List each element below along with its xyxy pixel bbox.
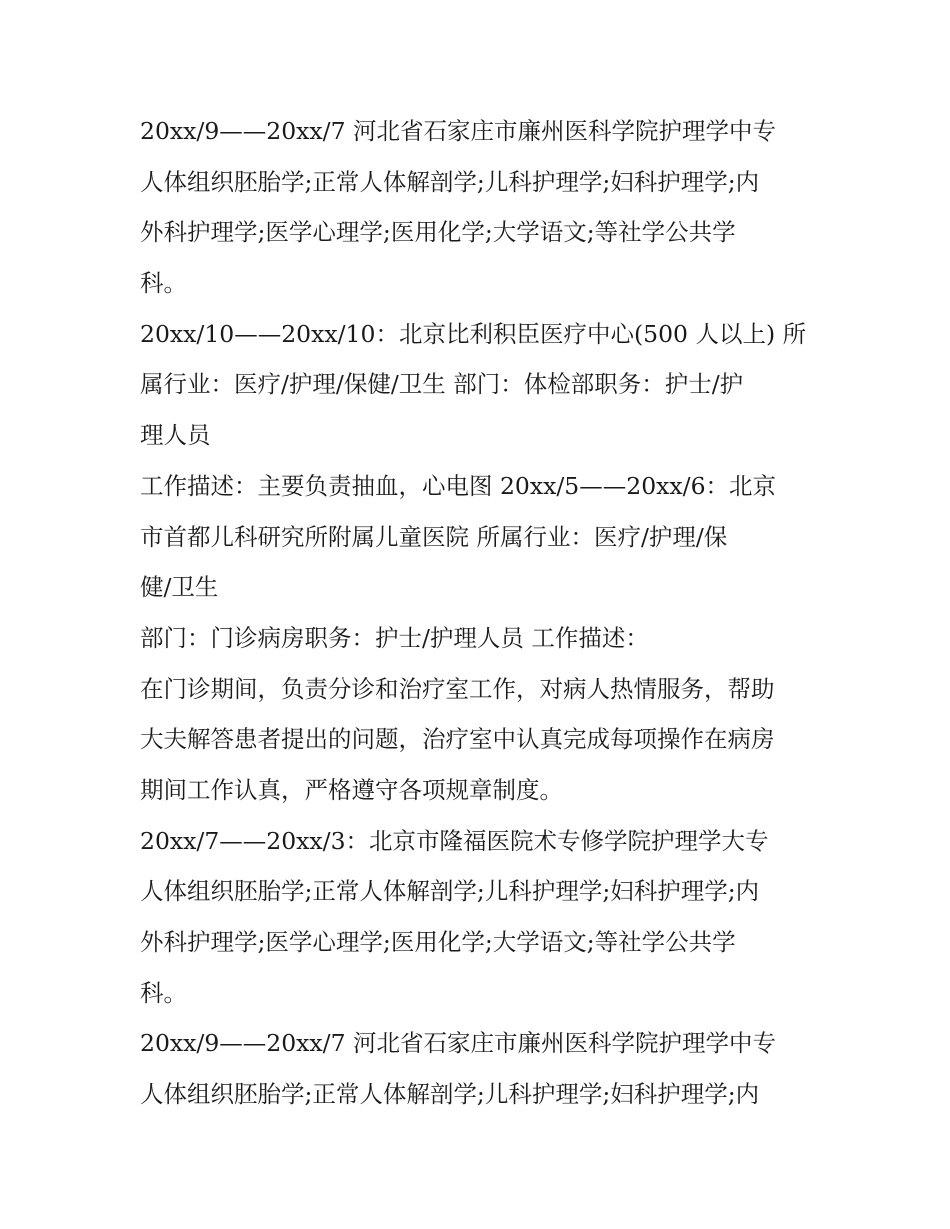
text-line: 理人员	[140, 421, 211, 450]
text-line: 市首都儿科研究所附属儿童医院 所属行业：医疗/护理/保	[140, 522, 728, 551]
text-line: 外科护理学;医学心理学;医用化学;大学语文;等社学公共学	[140, 928, 736, 956]
text-line: 20xx/7——20xx/3：北京市隆福医院术专修学院护理学大专	[140, 826, 769, 855]
document-body	[140, 106, 840, 1120]
text-line: 大夫解答患者提出的问题，治疗室中认真完成每项操作在病房	[140, 725, 775, 754]
text-line: 人体组织胚胎学;正常人体解剖学;儿科护理学;妇科护理学;内	[140, 167, 760, 196]
text-line: 属行业：医疗/护理/保健/卫生 部门：体检部职务：护士/护	[140, 370, 744, 399]
text-line: 健/卫生	[140, 573, 219, 602]
text-line: 人体组织胚胎学;正常人体解剖学;儿科护理学;妇科护理学;内	[140, 877, 760, 906]
text-line: 20xx/9——20xx/7 河北省石家庄市廉州医科学院护理学中专	[140, 117, 777, 145]
text-line: 工作描述：主要负责抽血，心电图 20xx/5——20xx/6：北京	[140, 471, 777, 500]
text-line: 人体组织胚胎学;正常人体解剖学;儿科护理学;妇科护理学;内	[140, 1080, 760, 1109]
text-line: 外科护理学;医学心理学;医用化学;大学语文;等社学公共学	[140, 218, 736, 247]
text-line: 20xx/9——20xx/7 河北省石家庄市廉州医科学院护理学中专	[140, 1029, 777, 1058]
text-line: 期间工作认真，严格遵守各项规章制度。	[140, 775, 563, 804]
text-line: 20xx/10——20xx/10：北京比利积臣医疗中心(500 人以上) 所	[140, 319, 807, 348]
text-line: 科。	[140, 269, 187, 298]
text-line: 部门：门诊病房职务：护士/护理人员 工作描述：	[140, 623, 649, 652]
text-line: 在门诊期间，负责分诊和治疗室工作，对病人热情服务，帮助	[140, 674, 775, 703]
text-line: 科。	[140, 978, 187, 1007]
